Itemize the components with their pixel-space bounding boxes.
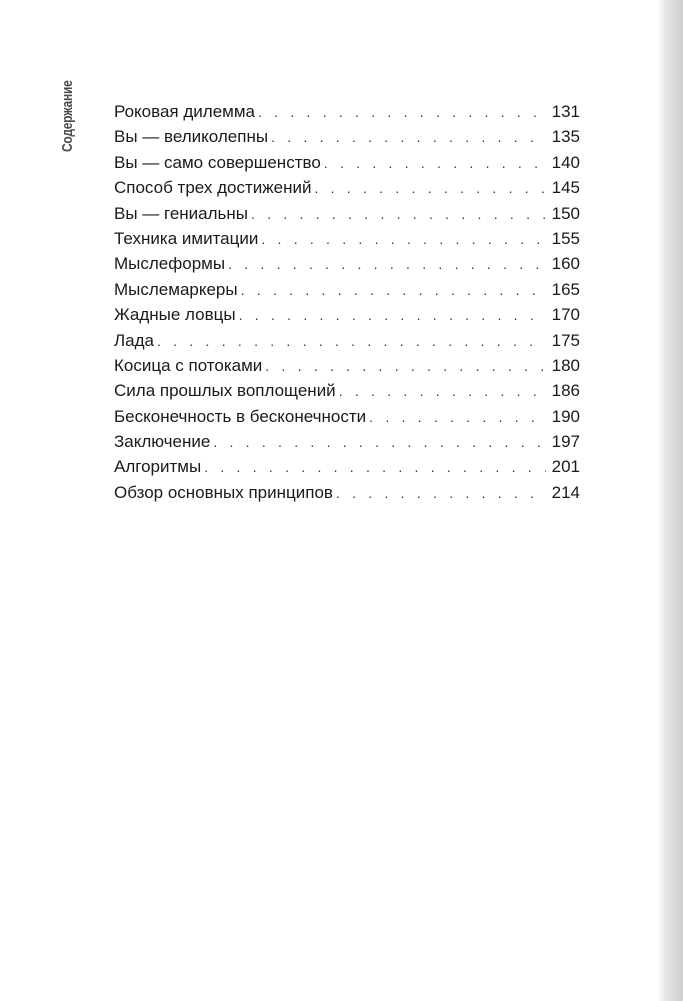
toc-entry[interactable]	[114, 328, 580, 353]
toc-entry-page: 214	[551, 482, 580, 502]
toc-entry-page: 175	[551, 330, 580, 350]
toc-entry-page: 150	[551, 203, 580, 223]
dot-leader	[239, 303, 546, 328]
dot-leader	[157, 329, 546, 354]
dot-leader	[271, 125, 546, 150]
dot-leader	[213, 430, 545, 455]
toc-entry-title: Сила прошлых воплощений	[114, 381, 336, 401]
toc-entry[interactable]	[114, 454, 580, 479]
toc-entry-page: 180	[551, 355, 580, 375]
toc-entry[interactable]	[114, 404, 580, 429]
toc-entry-page: 155	[551, 228, 580, 248]
toc-entry[interactable]	[114, 378, 580, 403]
dot-leader	[369, 405, 545, 430]
toc-entry-title: Косица с потоками	[114, 355, 263, 375]
toc-entry-title: Роковая дилемма	[114, 102, 255, 121]
toc-entry[interactable]	[114, 353, 580, 378]
toc-entry-page: 170	[551, 305, 580, 325]
toc-entry-page: 140	[551, 152, 580, 172]
toc-entry-page: 145	[551, 178, 580, 198]
toc-entry-title: Заключение	[114, 432, 211, 452]
toc-entry[interactable]	[114, 150, 580, 175]
toc-entry-title: Бесконечность в бесконечности	[114, 406, 367, 426]
dot-leader	[204, 455, 545, 480]
toc-entry-title: Лада	[114, 330, 154, 350]
toc-entry-page: 165	[551, 279, 580, 299]
toc-entry[interactable]	[114, 480, 580, 505]
toc-entry[interactable]	[114, 251, 580, 276]
dot-leader	[228, 252, 546, 277]
toc-entry-page: 201	[551, 457, 580, 477]
toc-entry-page: 131	[551, 102, 580, 121]
toc-entry-page: 190	[551, 406, 580, 426]
dot-leader	[336, 481, 546, 506]
toc-entry-title: Способ трех достижений	[114, 178, 312, 198]
dot-leader	[251, 202, 546, 227]
toc-entry-title: Вы — само совершенство	[114, 152, 321, 172]
toc-entry[interactable]	[114, 429, 580, 454]
dot-leader	[314, 176, 545, 201]
page-edge-shadow	[657, 0, 683, 1001]
toc-entry[interactable]	[114, 302, 580, 327]
dot-leader	[339, 379, 546, 404]
toc-entry[interactable]	[114, 124, 580, 149]
toc-entry-page: 197	[551, 432, 580, 452]
dot-leader	[241, 278, 546, 303]
toc-entry-title: Жадные ловцы	[114, 305, 236, 325]
dot-leader	[258, 100, 546, 125]
toc-entry-title: Обзор основных принципов	[114, 482, 333, 502]
toc-entry-title: Алгоритмы	[114, 457, 202, 477]
dot-leader	[261, 227, 545, 252]
toc-entry-title: Мыслемаркеры	[114, 279, 238, 299]
toc-entry-title: Мыслеформы	[114, 254, 226, 274]
toc-entry[interactable]	[114, 277, 580, 302]
toc-entry[interactable]	[114, 201, 580, 226]
table-of-contents	[114, 99, 580, 505]
running-head-contents: Содержание	[59, 80, 76, 152]
dot-leader	[265, 354, 545, 379]
toc-entry[interactable]	[114, 175, 580, 200]
toc-entry[interactable]	[114, 226, 580, 251]
toc-entry[interactable]	[114, 99, 580, 124]
toc-entry-title: Техника имитации	[114, 228, 259, 248]
toc-entry-title: Вы — гениальны	[114, 203, 249, 223]
toc-entry-title: Вы — великолепны	[114, 127, 269, 147]
dot-leader	[324, 151, 546, 176]
toc-entry-page: 186	[551, 381, 580, 401]
toc-entry-page: 160	[551, 254, 580, 274]
toc-entry-page: 135	[551, 127, 580, 147]
